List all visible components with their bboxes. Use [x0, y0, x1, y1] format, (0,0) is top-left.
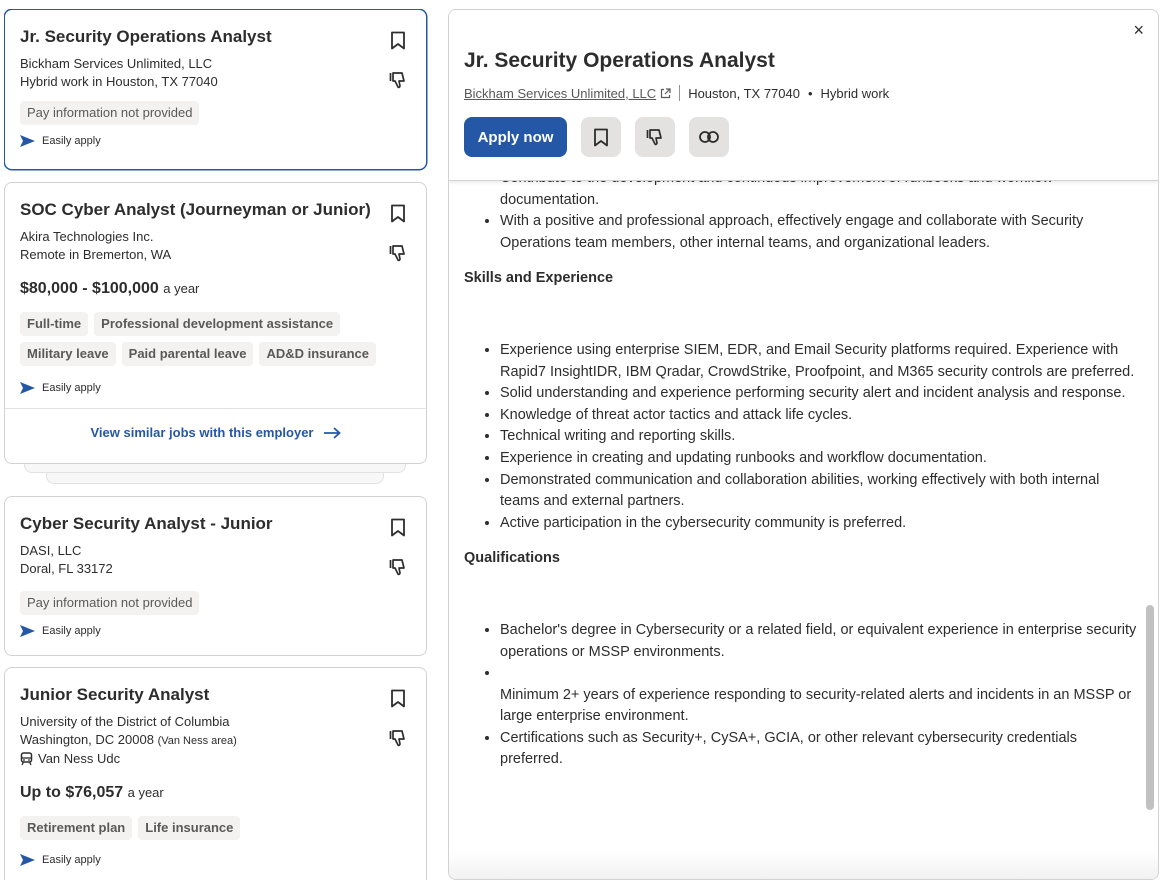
external-link-icon	[660, 88, 671, 99]
job-detail-meta	[464, 85, 889, 101]
job-card[interactable]	[4, 667, 427, 880]
pay-tag: Pay information not provided	[20, 101, 199, 125]
bookmark-icon	[593, 128, 609, 147]
skill-bullet: • Active participation in the cybersecurity community is preferred.	[500, 513, 1139, 535]
not-interested-button[interactable]	[386, 726, 410, 750]
salary-period: a year	[127, 785, 164, 800]
arrow-right-icon	[324, 427, 341, 439]
not-interested-button[interactable]	[386, 241, 410, 265]
job-card-location: Doral, FL 33172	[20, 561, 113, 576]
bookmark-icon	[390, 204, 406, 223]
job-tag: Full-time	[20, 312, 88, 336]
job-card-title[interactable]: Jr. Security Operations Analyst	[20, 27, 272, 46]
job-work-type: Hybrid work	[820, 85, 890, 101]
transit-station: Van Ness Udc	[38, 751, 121, 766]
not-interested-button[interactable]	[386, 555, 410, 579]
qualification-bullet: • Certifications such as Security+, CySA+, GCIA, or other relevant cybersecurity credentials preferred.	[500, 728, 1139, 771]
easily-apply-label: Easily apply	[42, 382, 101, 394]
bookmark-icon	[390, 689, 406, 708]
job-card-location: Hybrid work in Houston, TX 77040	[20, 74, 218, 89]
meta-dot: •	[807, 85, 813, 101]
job-card-title[interactable]: Cyber Security Analyst - Junior	[20, 514, 273, 533]
job-detail-pane	[448, 9, 1159, 880]
job-tag: Military leave	[20, 342, 116, 366]
job-card-title[interactable]: Junior Security Analyst	[20, 685, 210, 704]
stacked-card-shadow	[24, 464, 406, 473]
link-icon	[699, 131, 719, 143]
skill-bullet: • Demonstrated communication and collaboration abilities, working effectively with both internal teams and external partners.	[500, 470, 1139, 513]
job-card-company: Akira Technologies Inc.	[20, 229, 154, 244]
skill-bullet: • Experience using enterprise SIEM, EDR, and Email Security platforms required. Experience with Rapid7 InsightIDR, IBM Qradar, CrowdStrike, Proofpoint, and M365 security controls are preferred.	[500, 340, 1139, 383]
job-card[interactable]	[4, 182, 427, 464]
transit-info	[20, 750, 411, 768]
job-card-salary	[20, 784, 411, 802]
skill-bullet: • Solid understanding and experience performing security alert and incident analysis and response.	[500, 383, 1139, 405]
copy-link-button[interactable]	[689, 117, 729, 157]
bookmark-icon	[390, 518, 406, 537]
send-arrow-icon	[20, 382, 35, 394]
pay-tag: Pay information not provided	[20, 591, 199, 615]
job-card-location: Remote in Bremerton, WA	[20, 247, 172, 262]
thumbs-down-icon	[646, 128, 664, 146]
salary-amount: $80,000 - $100,000	[20, 280, 159, 297]
job-tag: Retirement plan	[20, 816, 132, 840]
qualification-bullet-empty	[500, 663, 1139, 685]
salary-amount: Up to $76,057	[20, 784, 124, 801]
save-job-button[interactable]	[386, 201, 410, 225]
easily-apply-label: Easily apply	[42, 625, 101, 637]
job-list	[4, 9, 428, 880]
qualification-bullet-continued: Minimum 2+ years of experience responding to security-related alerts and incidents in an MSSP or large enterprise environment.	[500, 686, 1132, 725]
skill-bullet: • Technical writing and reporting skills.	[500, 426, 1139, 448]
job-card-salary	[20, 280, 411, 298]
easily-apply	[20, 135, 411, 147]
job-detail-title: Jr. Security Operations Analyst	[464, 49, 775, 72]
location-text: Washington, DC 20008	[20, 732, 154, 747]
save-job-button[interactable]	[386, 686, 410, 710]
salary-period: a year	[163, 281, 200, 296]
stacked-card-shadow	[46, 473, 384, 484]
company-link[interactable]	[464, 86, 671, 101]
easily-apply-label: Easily apply	[42, 854, 101, 866]
job-location: Houston, TX 77040	[688, 85, 800, 101]
easily-apply	[20, 854, 411, 866]
job-tag: AD&D insurance	[259, 342, 376, 366]
meta-divider	[679, 85, 680, 101]
detail-scrollbar[interactable]	[1146, 605, 1154, 810]
job-card-location	[20, 731, 411, 750]
thumbs-down-icon	[389, 729, 407, 747]
job-card-title[interactable]: SOC Cyber Analyst (Journeyman or Junior)	[20, 200, 371, 219]
not-interested-button[interactable]	[635, 117, 675, 157]
job-card-company: Bickham Services Unlimited, LLC	[20, 56, 213, 71]
job-tag: Paid parental leave	[122, 342, 254, 366]
qualification-bullet: • Bachelor's degree in Cybersecurity or a related field, or equivalent experience in enterprise security operations or MSSP environments.	[500, 620, 1139, 663]
skill-bullet: • Knowledge of threat actor tactics and attack life cycles.	[500, 405, 1139, 427]
easily-apply	[20, 382, 411, 394]
job-tag: Professional development assistance	[94, 312, 340, 336]
not-interested-button[interactable]	[386, 68, 410, 92]
location-area-note: (Van Ness area)	[157, 735, 237, 747]
company-name[interactable]: Bickham Services Unlimited, LLC	[464, 85, 657, 101]
job-card-company: University of the District of Columbia	[20, 714, 230, 729]
bottom-fade	[449, 851, 1158, 879]
description-bullet-continued: documentation.	[500, 191, 600, 208]
view-similar-jobs-link[interactable]	[5, 408, 426, 456]
send-arrow-icon	[20, 135, 35, 147]
description-bullet: • With a positive and professional approach, effectively engage and collaborate with Security Operations team members, other internal teams, and organizational leaders.	[500, 211, 1139, 254]
easily-apply-label: Easily apply	[42, 135, 101, 147]
thumbs-down-icon	[389, 558, 407, 576]
send-arrow-icon	[20, 625, 35, 637]
job-card[interactable]	[4, 496, 427, 656]
thumbs-down-icon	[389, 71, 407, 89]
view-similar-label[interactable]: View similar jobs with this employer	[90, 425, 314, 440]
send-arrow-icon	[20, 854, 35, 866]
skills-heading: Skills and Experience	[464, 270, 614, 287]
save-job-button[interactable]	[386, 515, 410, 539]
save-job-button[interactable]	[581, 117, 621, 157]
apply-now-button[interactable]: Apply now	[464, 117, 567, 157]
bookmark-icon	[390, 31, 406, 50]
train-icon	[20, 752, 33, 766]
job-card[interactable]	[4, 9, 427, 170]
thumbs-down-icon	[389, 244, 407, 262]
job-tag: Life insurance	[138, 816, 240, 840]
easily-apply	[20, 625, 411, 637]
qualifications-heading: Qualifications	[464, 550, 560, 567]
job-detail-header	[449, 10, 1158, 181]
save-job-button[interactable]	[386, 28, 410, 52]
skill-bullet: • Experience in creating and updating runbooks and workflow documentation.	[500, 448, 1139, 470]
job-actions	[464, 117, 729, 157]
close-detail-button[interactable]: ×	[1133, 20, 1144, 40]
job-description	[464, 168, 1139, 771]
job-card-company: DASI, LLC	[20, 543, 82, 558]
